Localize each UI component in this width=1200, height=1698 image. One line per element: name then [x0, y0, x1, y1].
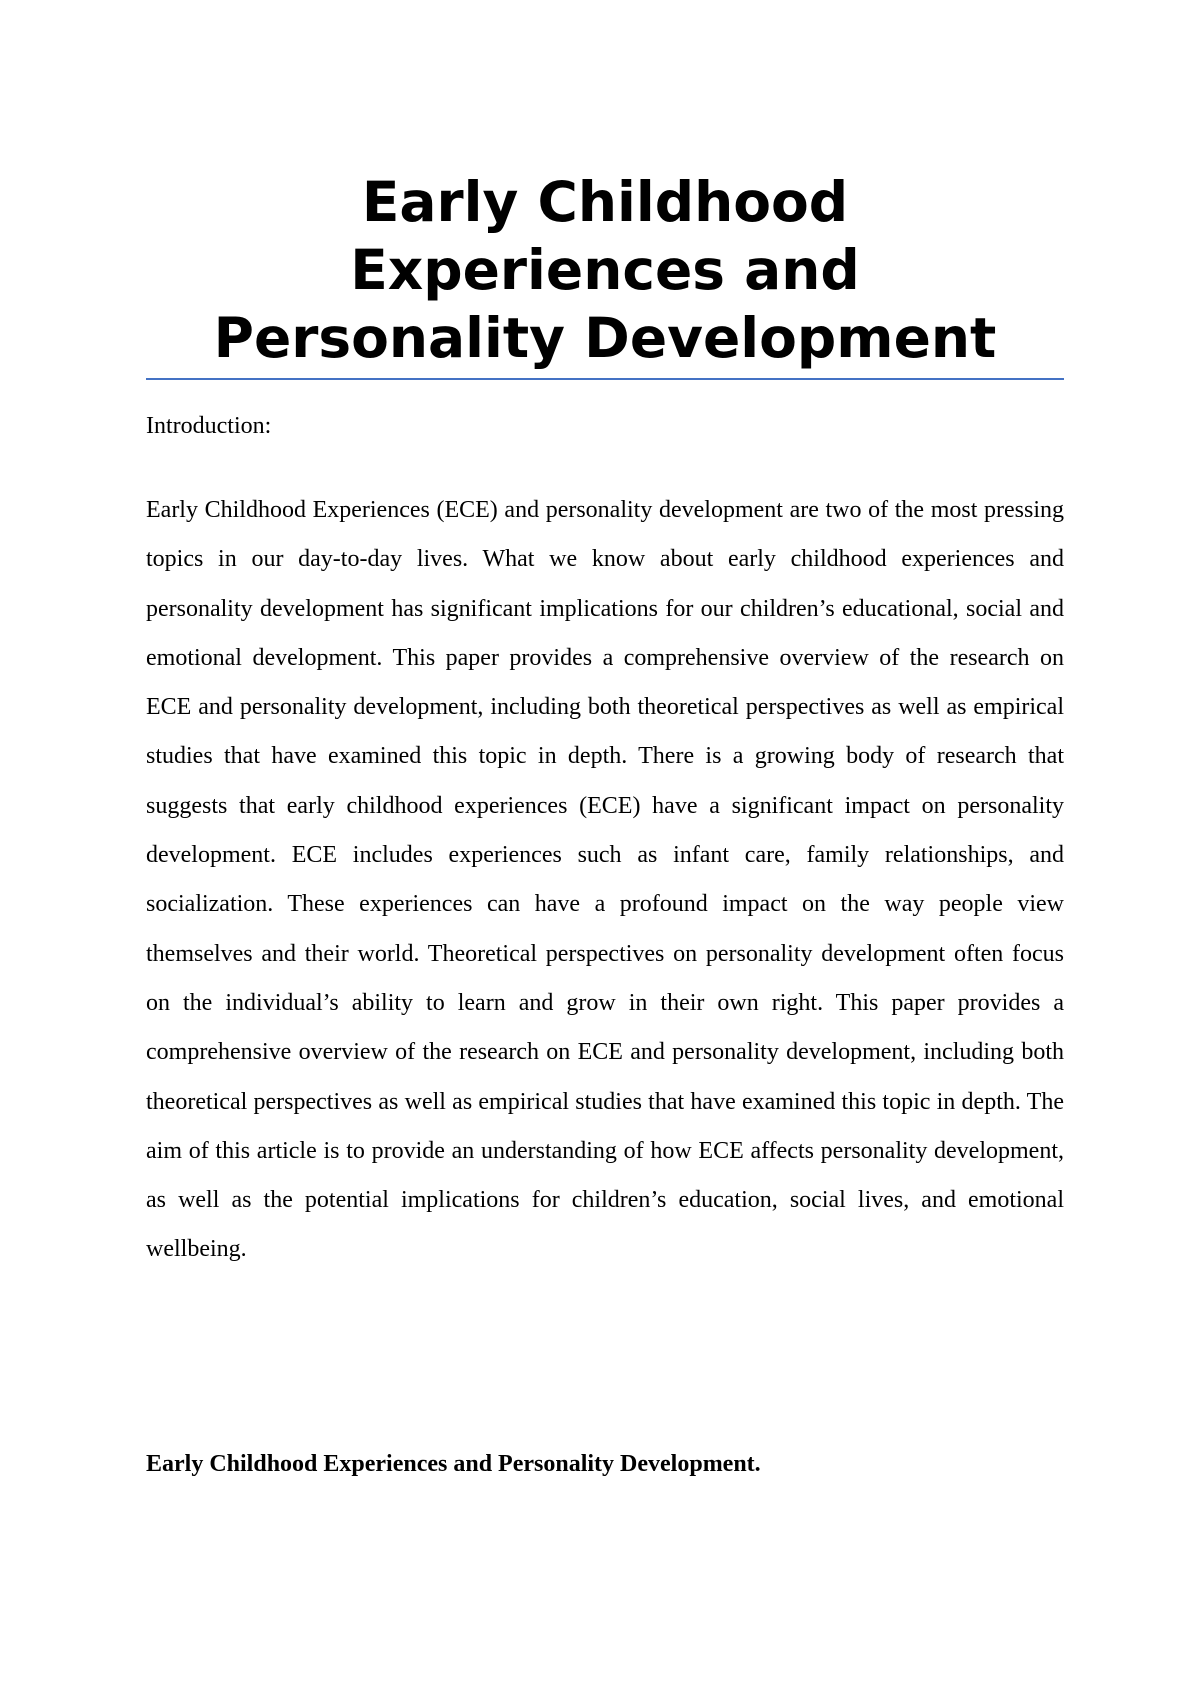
title-line: Experiences and	[350, 238, 860, 302]
section-heading: Early Childhood Experiences and Personality Development.	[146, 1451, 761, 1477]
document-title	[146, 168, 1064, 372]
intro-paragraph: Early Childhood Experiences (ECE) and personality development are two of the most pressing topics in our day-to-day lives. What we know about early childhood experiences and personality development has significant implications for our children’s educational, social and emotional development. This paper provides a comprehensive overview of the research on ECE and personality development, including both theoretical perspectives as well as empirical studies that have examined this topic in depth. There is a growing body of research that suggests that early childhood experiences (ECE) have a significant impact on personality development. ECE includes experiences such as infant care, family relationships, and socialization. These experiences can have a profound impact on the way people view themselves and their world. Theoretical perspectives on personality development often focus on the individual’s ability to learn and grow in their own right. This paper provides a comprehensive overview of the research on ECE and personality development, including both theoretical perspectives as well as empirical studies that have examined this topic in depth. The aim of this article is to provide an understanding of how ECE affects personality development, as well as the potential implications for children’s education, social lives, and emotional wellbeing.	[146, 497, 1064, 1263]
title-line: Personality Development	[213, 306, 997, 370]
title-line: Early Childhood	[361, 170, 849, 234]
title-underline-rule	[146, 378, 1064, 380]
intro-label: Introduction:	[146, 413, 272, 439]
